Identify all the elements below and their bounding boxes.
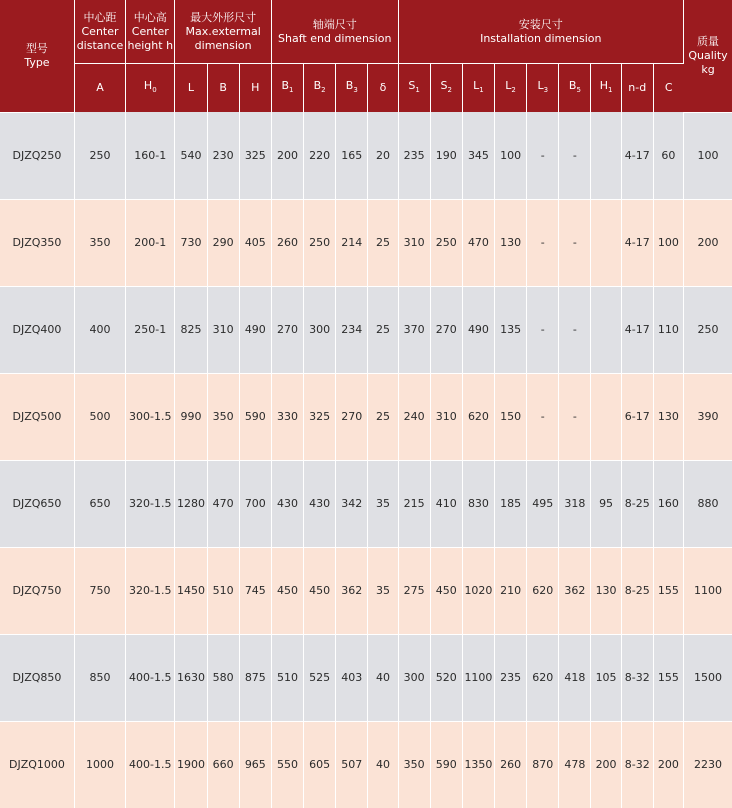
value-cell: 60 bbox=[653, 112, 683, 199]
value-cell: 4-17 bbox=[621, 112, 653, 199]
value-cell: 510 bbox=[207, 547, 239, 634]
header-quality-en2: kg bbox=[701, 62, 715, 76]
value-cell: - bbox=[527, 199, 559, 286]
header-symbol-subscript: 2 bbox=[447, 86, 452, 95]
value-cell: 185 bbox=[495, 460, 527, 547]
value-cell: 870 bbox=[527, 721, 559, 808]
header-symbol bbox=[175, 64, 207, 113]
value-cell: 418 bbox=[559, 634, 591, 721]
header-symbol bbox=[462, 64, 494, 113]
header-max-external-en1: Max.extermal bbox=[185, 24, 261, 38]
value-cell: 8-32 bbox=[621, 721, 653, 808]
table-row bbox=[0, 460, 732, 547]
header-max-external-en2: dimension bbox=[194, 38, 252, 52]
value-cell: 350 bbox=[398, 721, 430, 808]
value-cell: 590 bbox=[430, 721, 462, 808]
value-cell: 1900 bbox=[175, 721, 207, 808]
header-symbol-subscript: 2 bbox=[321, 86, 326, 95]
value-cell: 660 bbox=[207, 721, 239, 808]
value-cell: 35 bbox=[368, 460, 398, 547]
value-cell: 605 bbox=[304, 721, 336, 808]
value-cell: 620 bbox=[527, 634, 559, 721]
value-cell: 270 bbox=[430, 286, 462, 373]
model-cell: DJZQ250 bbox=[0, 112, 74, 199]
header-installation-en: Installation dimension bbox=[480, 31, 602, 45]
value-cell: 214 bbox=[336, 199, 368, 286]
header-symbol-base: L bbox=[187, 81, 195, 94]
value-cell: 215 bbox=[398, 460, 430, 547]
header-symbol bbox=[304, 64, 336, 113]
header-symbol-base: B bbox=[568, 78, 577, 92]
value-cell: 850 bbox=[74, 634, 125, 721]
header-center-distance-en2: distance bbox=[76, 38, 124, 52]
value-cell: 965 bbox=[239, 721, 271, 808]
header-symbol bbox=[368, 64, 398, 113]
value-cell: 590 bbox=[239, 373, 271, 460]
value-cell: 270 bbox=[271, 286, 303, 373]
header-symbol-base: L bbox=[473, 78, 480, 92]
header-symbol-base: B bbox=[313, 78, 322, 92]
value-cell: 190 bbox=[430, 112, 462, 199]
value-cell: 200 bbox=[271, 112, 303, 199]
header-quality-cn: 质量 bbox=[697, 34, 719, 48]
model-cell: DJZQ850 bbox=[0, 634, 74, 721]
header-symbol-base: H bbox=[599, 78, 608, 92]
value-cell: 370 bbox=[398, 286, 430, 373]
value-cell: 250 bbox=[430, 199, 462, 286]
header-type-en: Type bbox=[24, 55, 50, 69]
header-symbol-base: S bbox=[408, 78, 416, 92]
header-center-distance bbox=[74, 0, 125, 64]
value-cell: 150 bbox=[495, 373, 527, 460]
value-cell: 25 bbox=[368, 199, 398, 286]
value-cell bbox=[591, 112, 621, 199]
value-cell: 1000 bbox=[74, 721, 125, 808]
value-cell: 20 bbox=[368, 112, 398, 199]
value-cell: 210 bbox=[495, 547, 527, 634]
value-cell: 325 bbox=[304, 373, 336, 460]
header-symbol-subscript: 5 bbox=[576, 86, 581, 95]
value-cell: 1020 bbox=[462, 547, 494, 634]
table-row bbox=[0, 721, 732, 808]
header-center-height-en1: Center bbox=[131, 24, 169, 38]
value-cell: 235 bbox=[398, 112, 430, 199]
header-symbol-subscript: 3 bbox=[543, 86, 549, 95]
value-cell: 320-1.5 bbox=[126, 460, 175, 547]
value-cell: 495 bbox=[527, 460, 559, 547]
value-cell: 362 bbox=[336, 547, 368, 634]
value-cell: 105 bbox=[591, 634, 621, 721]
value-cell: 130 bbox=[495, 199, 527, 286]
header-row-groups bbox=[0, 0, 732, 64]
header-symbol-base: H bbox=[251, 81, 260, 94]
value-cell: 730 bbox=[175, 199, 207, 286]
value-cell: 250 bbox=[74, 112, 125, 199]
value-cell: 400-1.5 bbox=[126, 721, 175, 808]
value-cell: 25 bbox=[368, 286, 398, 373]
value-cell: 745 bbox=[239, 547, 271, 634]
value-cell: 470 bbox=[462, 199, 494, 286]
value-cell: 430 bbox=[271, 460, 303, 547]
value-cell: 320-1.5 bbox=[126, 547, 175, 634]
value-cell: 318 bbox=[559, 460, 591, 547]
value-cell: 1630 bbox=[175, 634, 207, 721]
value-cell: - bbox=[559, 373, 591, 460]
value-cell: 507 bbox=[336, 721, 368, 808]
header-symbol-base: L bbox=[505, 78, 512, 92]
value-cell: 580 bbox=[207, 634, 239, 721]
header-symbol bbox=[495, 64, 527, 113]
header-symbol bbox=[527, 64, 559, 113]
header-quality-en1: Quality bbox=[688, 48, 728, 62]
header-symbol-subscript: 2 bbox=[511, 86, 516, 95]
value-cell: 160-1 bbox=[126, 112, 175, 199]
header-symbol bbox=[207, 64, 239, 113]
header-symbol-subscript: 1 bbox=[607, 86, 613, 95]
value-cell: 1350 bbox=[462, 721, 494, 808]
value-cell: 520 bbox=[430, 634, 462, 721]
value-cell: 250 bbox=[304, 199, 336, 286]
value-cell: 990 bbox=[175, 373, 207, 460]
model-cell: DJZQ750 bbox=[0, 547, 74, 634]
value-cell: 400-1.5 bbox=[126, 634, 175, 721]
value-cell: 510 bbox=[271, 634, 303, 721]
value-cell: 260 bbox=[495, 721, 527, 808]
value-cell: 830 bbox=[462, 460, 494, 547]
value-cell: 155 bbox=[653, 634, 683, 721]
value-cell: 135 bbox=[495, 286, 527, 373]
value-cell: 405 bbox=[239, 199, 271, 286]
header-symbol bbox=[591, 64, 621, 113]
value-cell: 1450 bbox=[175, 547, 207, 634]
model-cell: DJZQ650 bbox=[0, 460, 74, 547]
header-symbol bbox=[126, 64, 175, 113]
value-cell: 330 bbox=[271, 373, 303, 460]
header-symbol-base: H bbox=[143, 78, 153, 92]
value-cell: 875 bbox=[239, 634, 271, 721]
header-symbol-subscript: 3 bbox=[353, 86, 358, 95]
value-cell: 450 bbox=[271, 547, 303, 634]
value-cell: - bbox=[559, 286, 591, 373]
value-cell: 234 bbox=[336, 286, 368, 373]
value-cell bbox=[591, 199, 621, 286]
value-cell: 35 bbox=[368, 547, 398, 634]
value-cell: 220 bbox=[304, 112, 336, 199]
value-cell: 2230 bbox=[684, 721, 732, 808]
value-cell: 235 bbox=[495, 634, 527, 721]
value-cell: 1100 bbox=[684, 547, 732, 634]
header-installation-cn: 安装尺寸 bbox=[518, 17, 563, 31]
header-max-external-cn: 最大外形尺寸 bbox=[190, 10, 257, 24]
value-cell: 130 bbox=[653, 373, 683, 460]
value-cell: 8-32 bbox=[621, 634, 653, 721]
value-cell: 470 bbox=[207, 460, 239, 547]
value-cell: 25 bbox=[368, 373, 398, 460]
value-cell: 410 bbox=[430, 460, 462, 547]
value-cell bbox=[591, 373, 621, 460]
value-cell: 240 bbox=[398, 373, 430, 460]
header-symbol-base: S bbox=[440, 78, 448, 92]
header-max-external bbox=[175, 0, 272, 64]
value-cell: - bbox=[559, 112, 591, 199]
value-cell: 490 bbox=[239, 286, 271, 373]
header-symbol-subscript: 1 bbox=[415, 86, 420, 95]
value-cell: 325 bbox=[239, 112, 271, 199]
value-cell: - bbox=[527, 373, 559, 460]
value-cell: 700 bbox=[239, 460, 271, 547]
header-quality bbox=[684, 0, 732, 112]
value-cell: 750 bbox=[74, 547, 125, 634]
value-cell: 403 bbox=[336, 634, 368, 721]
table-row bbox=[0, 634, 732, 721]
value-cell: 300 bbox=[304, 286, 336, 373]
value-cell: 310 bbox=[398, 199, 430, 286]
header-row-symbols bbox=[0, 64, 732, 113]
model-cell: DJZQ1000 bbox=[0, 721, 74, 808]
value-cell: 490 bbox=[462, 286, 494, 373]
value-cell: 345 bbox=[462, 112, 494, 199]
header-type bbox=[0, 0, 74, 112]
header-symbol bbox=[559, 64, 591, 113]
value-cell: 200 bbox=[653, 721, 683, 808]
header-symbol-base: A bbox=[96, 81, 104, 94]
header-center-height bbox=[126, 0, 175, 64]
header-symbol bbox=[621, 64, 653, 113]
model-cell: DJZQ350 bbox=[0, 199, 74, 286]
header-installation bbox=[398, 0, 683, 64]
value-cell: 1500 bbox=[684, 634, 732, 721]
header-symbol bbox=[336, 64, 368, 113]
table-row bbox=[0, 547, 732, 634]
header-symbol-base: L bbox=[537, 78, 544, 92]
value-cell: 1100 bbox=[462, 634, 494, 721]
value-cell: - bbox=[527, 112, 559, 199]
value-cell: 95 bbox=[591, 460, 621, 547]
value-cell: 260 bbox=[271, 199, 303, 286]
header-symbol-base: B bbox=[219, 81, 227, 94]
value-cell: 40 bbox=[368, 721, 398, 808]
header-center-height-en2: height h bbox=[127, 38, 174, 52]
model-cell: DJZQ400 bbox=[0, 286, 74, 373]
value-cell: 400 bbox=[74, 286, 125, 373]
header-symbol-base: B bbox=[281, 78, 290, 92]
value-cell: 4-17 bbox=[621, 199, 653, 286]
value-cell: 550 bbox=[271, 721, 303, 808]
value-cell: 270 bbox=[336, 373, 368, 460]
value-cell: 6-17 bbox=[621, 373, 653, 460]
header-center-distance-en1: Center bbox=[81, 24, 119, 38]
value-cell: 1280 bbox=[175, 460, 207, 547]
value-cell: 155 bbox=[653, 547, 683, 634]
value-cell: 310 bbox=[207, 286, 239, 373]
header-symbol bbox=[653, 64, 683, 113]
header-symbol-subscript: 1 bbox=[289, 86, 294, 95]
value-cell: 290 bbox=[207, 199, 239, 286]
value-cell: 350 bbox=[207, 373, 239, 460]
header-center-distance-cn: 中心距 bbox=[83, 10, 117, 24]
value-cell: 450 bbox=[430, 547, 462, 634]
header-type-cn: 型号 bbox=[25, 41, 48, 55]
value-cell: 100 bbox=[495, 112, 527, 199]
header-symbol-subscript: 0 bbox=[152, 86, 157, 95]
value-cell: 100 bbox=[684, 112, 732, 199]
table-row bbox=[0, 286, 732, 373]
value-cell: 500 bbox=[74, 373, 125, 460]
value-cell: 880 bbox=[684, 460, 732, 547]
header-symbol bbox=[239, 64, 271, 113]
value-cell: 825 bbox=[175, 286, 207, 373]
value-cell: 200 bbox=[684, 199, 732, 286]
header-symbol-subscript: 1 bbox=[479, 86, 484, 95]
header-symbol-base: C bbox=[664, 81, 673, 94]
header-center-height-cn: 中心高 bbox=[133, 10, 167, 24]
value-cell: 300 bbox=[398, 634, 430, 721]
value-cell: 620 bbox=[462, 373, 494, 460]
header-symbol-base: B bbox=[345, 78, 354, 92]
header-shaft-end bbox=[271, 0, 398, 64]
value-cell bbox=[591, 286, 621, 373]
header-symbol-base: n-d bbox=[628, 81, 647, 94]
table-row bbox=[0, 373, 732, 460]
value-cell: 8-25 bbox=[621, 460, 653, 547]
value-cell: 250-1 bbox=[126, 286, 175, 373]
value-cell: 40 bbox=[368, 634, 398, 721]
header-symbol bbox=[430, 64, 462, 113]
value-cell: 350 bbox=[74, 199, 125, 286]
value-cell: - bbox=[527, 286, 559, 373]
value-cell: 310 bbox=[430, 373, 462, 460]
value-cell: 230 bbox=[207, 112, 239, 199]
value-cell: 650 bbox=[74, 460, 125, 547]
value-cell: 362 bbox=[559, 547, 591, 634]
value-cell: 110 bbox=[653, 286, 683, 373]
value-cell: 620 bbox=[527, 547, 559, 634]
value-cell: 250 bbox=[684, 286, 732, 373]
value-cell: 390 bbox=[684, 373, 732, 460]
value-cell: 8-25 bbox=[621, 547, 653, 634]
value-cell: 342 bbox=[336, 460, 368, 547]
header-shaft-end-cn: 轴端尺寸 bbox=[312, 17, 357, 31]
value-cell: 478 bbox=[559, 721, 591, 808]
value-cell: 200-1 bbox=[126, 199, 175, 286]
value-cell: - bbox=[559, 199, 591, 286]
header-symbol bbox=[74, 64, 125, 113]
value-cell: 100 bbox=[653, 199, 683, 286]
header-symbol-base: δ bbox=[379, 81, 387, 94]
header-shaft-end-en: Shaft end dimension bbox=[278, 31, 392, 45]
value-cell: 4-17 bbox=[621, 286, 653, 373]
value-cell: 430 bbox=[304, 460, 336, 547]
model-cell: DJZQ500 bbox=[0, 373, 74, 460]
value-cell: 165 bbox=[336, 112, 368, 199]
table-body bbox=[0, 112, 732, 808]
value-cell: 160 bbox=[653, 460, 683, 547]
table-row bbox=[0, 112, 732, 199]
value-cell: 525 bbox=[304, 634, 336, 721]
header-symbol bbox=[271, 64, 303, 113]
value-cell: 200 bbox=[591, 721, 621, 808]
value-cell: 300-1.5 bbox=[126, 373, 175, 460]
value-cell: 275 bbox=[398, 547, 430, 634]
header-symbol bbox=[398, 64, 430, 113]
table-row bbox=[0, 199, 732, 286]
value-cell: 450 bbox=[304, 547, 336, 634]
value-cell: 130 bbox=[591, 547, 621, 634]
value-cell: 540 bbox=[175, 112, 207, 199]
